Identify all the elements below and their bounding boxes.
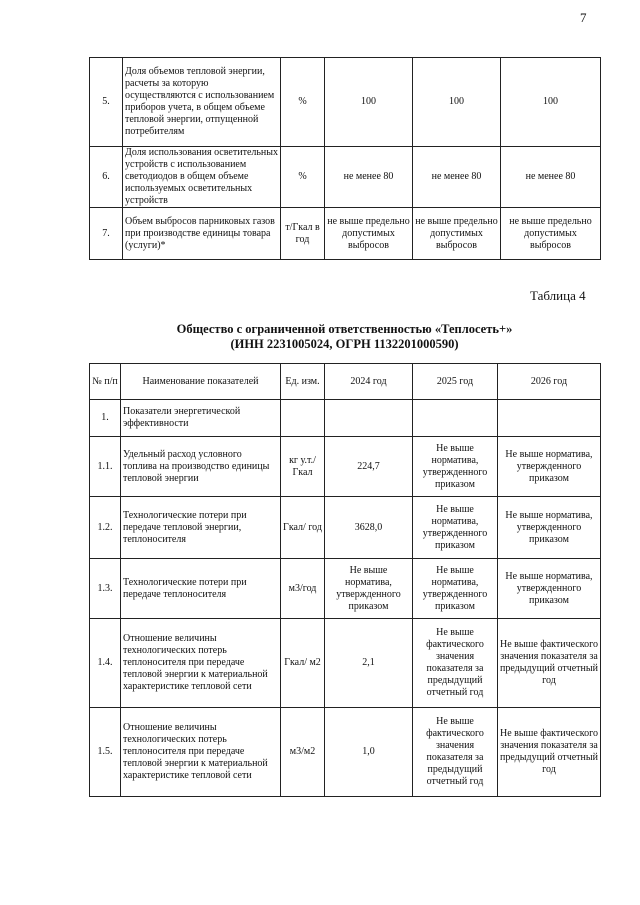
indicator-name: Технологические потери при передаче тепловой энергии, теплоносителя: [121, 497, 281, 559]
value-2025: Не выше фактического значения показателя за предыдущий отчетный год: [413, 708, 498, 797]
value-2025: Не выше фактического значения показателя за предыдущий отчетный год: [413, 619, 498, 708]
value-2024: не менее 80: [325, 147, 413, 208]
table-row: [90, 58, 601, 147]
value-2024: 3628,0: [325, 497, 413, 559]
indicators-table-continued: [89, 57, 601, 260]
header-unit: Ед. изм.: [281, 364, 325, 400]
indicator-name: Удельный расход условного топлива на производство единицы тепловой энергии: [121, 437, 281, 497]
row-number: 7.: [90, 208, 123, 260]
row-number: 1.5.: [90, 708, 121, 797]
unit: [281, 400, 325, 437]
value-2025: Не выше норматива, утвержденного приказом: [413, 437, 498, 497]
table-row: [90, 559, 601, 619]
header-2024: 2024 год: [325, 364, 413, 400]
value-2026: 100: [501, 58, 601, 147]
value-2026: Не выше фактического значения показателя за предыдущий отчетный год: [498, 619, 601, 708]
value-2025: [413, 400, 498, 437]
unit: м3/год: [281, 559, 325, 619]
table-row: [90, 208, 601, 260]
value-2026: не менее 80: [501, 147, 601, 208]
indicator-name: Технологические потери при передаче теплоносителя: [121, 559, 281, 619]
value-2024: Не выше норматива, утвержденного приказом: [325, 559, 413, 619]
row-number: 6.: [90, 147, 123, 208]
value-2025: Не выше норматива, утвержденного приказом: [413, 497, 498, 559]
unit: Гкал/ год: [281, 497, 325, 559]
row-number: 1.3.: [90, 559, 121, 619]
header-2026: 2026 год: [498, 364, 601, 400]
value-2025: Не выше норматива, утвержденного приказом: [413, 559, 498, 619]
indicator-name: Доля объемов тепловой энергии, расчеты за которую осуществляются с использованием приборов учета, в общем объеме тепловой энергии, отпущенной потребителям: [123, 58, 281, 147]
unit: Гкал/ м2: [281, 619, 325, 708]
unit: кг у.т./ Гкал: [281, 437, 325, 497]
row-number: 1.4.: [90, 619, 121, 708]
organization-name: Общество с ограниченной ответственностью «Теплосеть+»: [176, 322, 513, 336]
value-2026: Не выше фактического значения показателя за предыдущий отчетный год: [498, 708, 601, 797]
value-2024: 100: [325, 58, 413, 147]
value-2026: Не выше норматива, утвержденного приказом: [498, 497, 601, 559]
table-row: [90, 708, 601, 797]
row-number: 1.1.: [90, 437, 121, 497]
value-2025: не менее 80: [413, 147, 501, 208]
value-2026: Не выше норматива, утвержденного приказом: [498, 437, 601, 497]
page-number: 7: [580, 10, 587, 25]
table-row: [90, 497, 601, 559]
row-number: 5.: [90, 58, 123, 147]
value-2024: 2,1: [325, 619, 413, 708]
table-row: [90, 400, 601, 437]
table-row: [90, 619, 601, 708]
indicator-name: Показатели энергетической эффективности: [121, 400, 281, 437]
indicator-name: Отношение величины технологических потерь теплоносителя при передаче тепловой энергии к материальной характеристике тепловой сети: [121, 708, 281, 797]
unit: м3/м2: [281, 708, 325, 797]
value-2024: 1,0: [325, 708, 413, 797]
header-num: № п/п: [90, 364, 121, 400]
table-row: [90, 437, 601, 497]
value-2024: не выше предельно допустимых выбросов: [325, 208, 413, 260]
value-2024: 224,7: [325, 437, 413, 497]
indicator-name: Объем выбросов парниковых газов при производстве единицы товара (услуги)*: [123, 208, 281, 260]
indicators-table-4: [89, 363, 601, 797]
indicator-name: Отношение величины технологических потерь теплоносителя при передаче тепловой энергии к материальной характеристике тепловой сети: [121, 619, 281, 708]
row-number: 1.2.: [90, 497, 121, 559]
value-2026: Не выше норматива, утвержденного приказом: [498, 559, 601, 619]
indicator-name: Доля использования осветительных устройств с использованием светодиодов в общем объеме используемых осветительных устройств: [123, 147, 281, 208]
value-2025: 100: [413, 58, 501, 147]
header-2025: 2025 год: [413, 364, 498, 400]
header-name: Наименование показателей: [121, 364, 281, 400]
value-2026: не выше предельно допустимых выбросов: [501, 208, 601, 260]
unit: %: [281, 147, 325, 208]
unit: %: [281, 58, 325, 147]
value-2025: не выше предельно допустимых выбросов: [413, 208, 501, 260]
table-header-row: [90, 364, 601, 400]
table-caption: Таблица 4: [530, 288, 586, 303]
organization-ids: (ИНН 2231005024, ОГРН 1132201000590): [230, 337, 459, 351]
row-number: 1.: [90, 400, 121, 437]
unit: т/Гкал в год: [281, 208, 325, 260]
value-2026: [498, 400, 601, 437]
table-row: [90, 147, 601, 208]
value-2024: [325, 400, 413, 437]
